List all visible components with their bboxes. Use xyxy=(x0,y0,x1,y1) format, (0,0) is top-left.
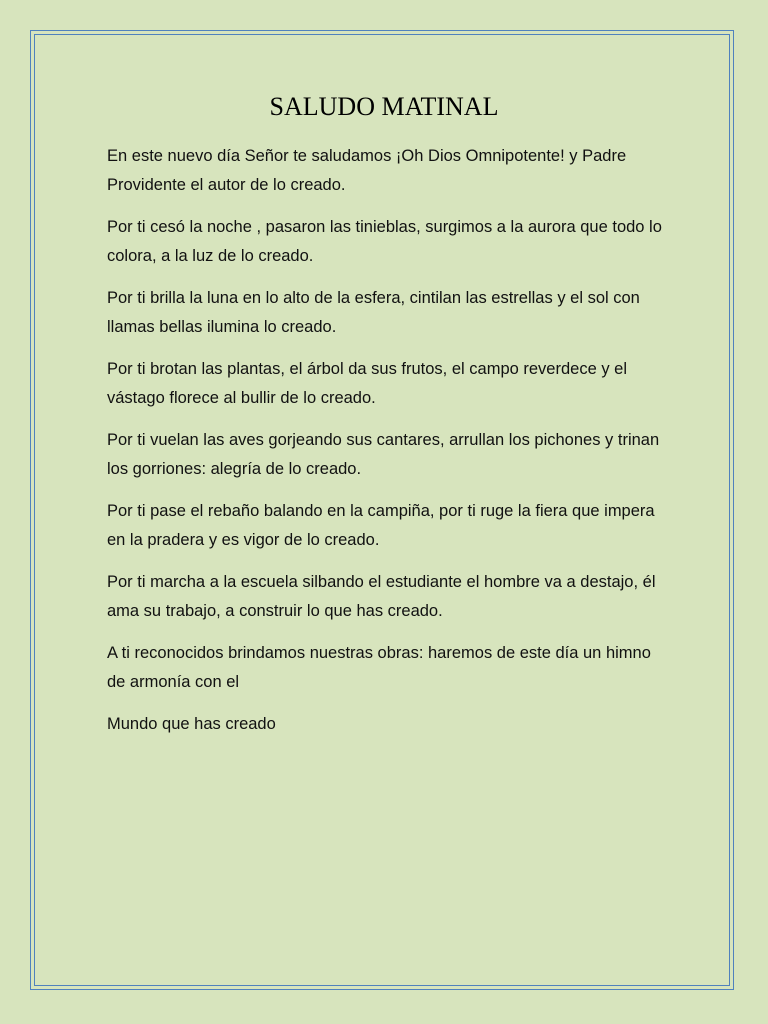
page-title: SALUDO MATINAL xyxy=(269,92,499,121)
paragraph-8: A ti reconocidos brindamos nuestras obras: haremos de este día un himno de armonía con el xyxy=(107,644,651,691)
paragraph-7: Por ti marcha a la escuela silbando el estudiante el hombre va a destajo, él ama su trabajo, a construir lo que has creado. xyxy=(107,573,656,620)
paragraph-3: Por ti brilla la luna en lo alto de la esfera, cintilan las estrellas y el sol con llamas bellas ilumina lo creado. xyxy=(107,289,640,336)
paragraph-6: Por ti pase el rebaño balando en la campiña, por ti ruge la fiera que impera en la pradera y es vigor de lo creado. xyxy=(107,502,655,549)
paragraph-4: Por ti brotan las plantas, el árbol da sus frutos, el campo reverdece y el vástago florece al bullir de lo creado. xyxy=(107,360,628,407)
paragraph-9: Mundo que has creado xyxy=(107,715,276,733)
paragraph-2: Por ti cesó la noche , pasaron las tinieblas, surgimos a la aurora que todo lo colora, a la luz de lo creado. xyxy=(107,218,662,265)
paragraph-5: Por ti vuelan las aves gorjeando sus cantares, arrullan los pichones y trinan los gorriones: alegría de lo creado. xyxy=(107,431,660,478)
poem-body xyxy=(107,142,667,752)
paragraph-1: En este nuevo día Señor te saludamos ¡Oh Dios Omnipotente! y Padre Providente el autor de lo creado. xyxy=(107,147,627,194)
